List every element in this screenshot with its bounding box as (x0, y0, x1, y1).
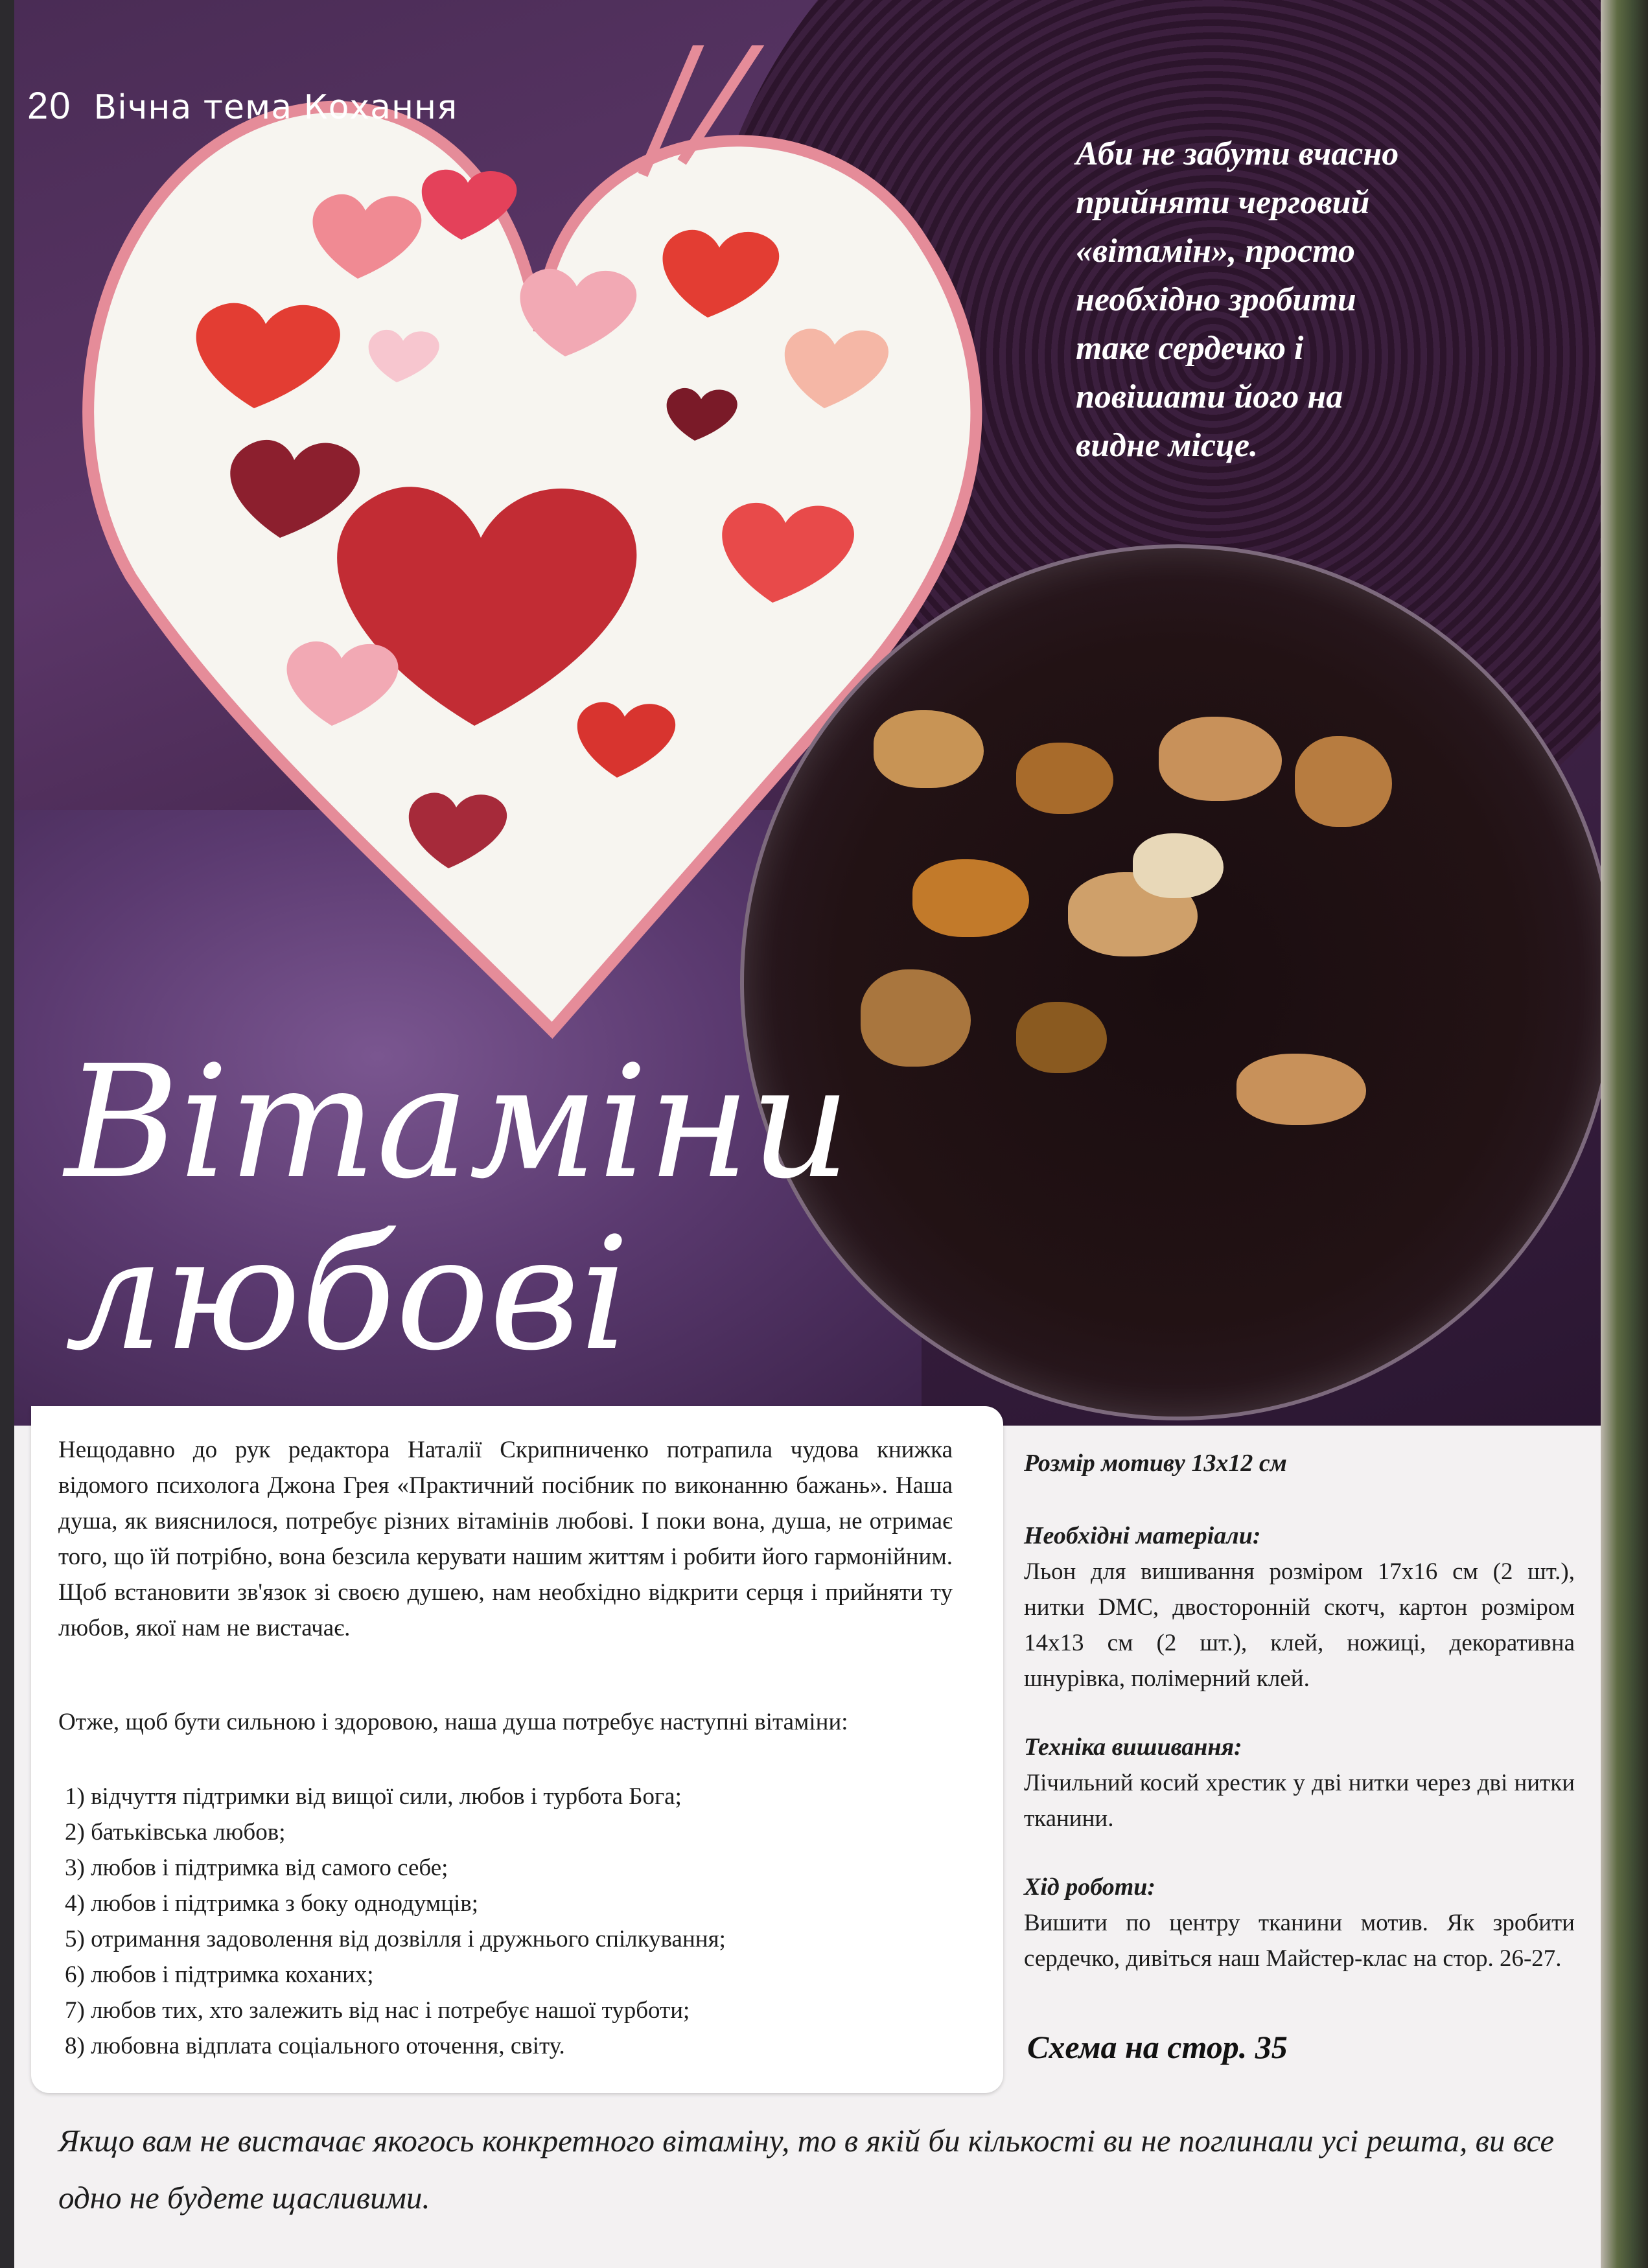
materials-heading: Необхідні матеріали: (1024, 1522, 1261, 1549)
technique-heading: Техніка вишивання: (1024, 1733, 1242, 1761)
title-line-1: Вітаміни (65, 1032, 851, 1213)
motif-size: Розмір мотиву 13х12 см (1024, 1450, 1287, 1477)
process-text: Вишити по центру тканини мотив. Як зробити сердечко, дивіться наш Майстер-клас на стор. 26-27. (1024, 1910, 1575, 1972)
intro-line: видне місце. (1076, 427, 1259, 464)
page-number: 20 (27, 85, 72, 127)
scan-edge-right (1601, 0, 1648, 2268)
bowl-of-nuts (740, 544, 1601, 1420)
scan-edge-left (0, 0, 14, 2268)
footer-quote: Якщо вам не вистачає якогось конкретного вітаміну, то в якій би кількості ви не поглинали усі решта, ви все одно не будете щасливими. (58, 2123, 1555, 2216)
process-heading: Хід роботи: (1024, 1873, 1156, 1901)
list-item: 2) батьківська любов; (65, 1819, 286, 1846)
intro-line: повішати його на (1076, 378, 1343, 415)
intro-line: таке сердечко і (1076, 330, 1304, 367)
list-item: 1) відчуття підтримки від вищої сили, любов і турбота Бога; (65, 1783, 682, 1810)
article-paragraph-2: Отже, щоб бути сильною і здоровою, наша душа потребує наступні вітаміни: (58, 1709, 848, 1735)
vitamins-list (65, 1779, 972, 2064)
intro-line: прийняти черговий (1076, 184, 1370, 221)
intro-line: Аби не забути вчасно (1076, 135, 1399, 172)
intro-line: необхідно зробити (1076, 281, 1356, 318)
intro-line: «вітамін», просто (1076, 233, 1355, 270)
list-item: 3) любов і підтримка від самого себе; (65, 1855, 448, 1881)
list-item: 8) любовна відплата соціального оточення, світу. (65, 2033, 565, 2059)
article-title (65, 1032, 851, 1385)
page-header (27, 84, 458, 130)
scheme-reference: Схема на стор. 35 (1027, 2029, 1288, 2065)
section-title: Вічна тема Кохання (93, 88, 458, 127)
list-item: 4) любов і підтримка з боку однодумців; (65, 1890, 479, 1917)
list-item: 7) любов тих, хто залежить від нас і потребує нашої турботи; (65, 1997, 690, 2024)
title-line-2: любові (65, 1203, 630, 1385)
materials-text: Льон для вишивання розміром 17х16 см (2 шт.), нитки DMC, двосторонній скотч, картон розміром 14х13 см (2 шт.), клей, ножиці, декоративна шнурівка, полімерний клей. (1024, 1558, 1575, 1692)
intro-text (1076, 130, 1529, 470)
list-item: 6) любов і підтримка коханих; (65, 1961, 374, 1988)
technique-text: Лічильний косий хрестик у дві нитки через дві нитки тканини. (1024, 1770, 1575, 1832)
list-item: 5) отримання задоволення від дозвілля і дружнього спілкування; (65, 1926, 726, 1952)
instructions-sidebar (1024, 1445, 1575, 1976)
article-paragraph-1: Нещодавно до рук редактора Наталії Скрипниченко потрапила чудова книжка відомого психолога Джона Грея «Практичний посібник по виконанню бажань». Наша душа, як вияснилося, потребує різних вітамінів любові. І поки вона, душа, не отримає того, що їй потрібно, вона безсила керувати нашим життям і робити його гармонійним. Щоб встановити зв'язок зі своєю душею, нам необхідно відкрити серця і прийняти ту любов, якої нам не вистачає. (58, 1437, 953, 1641)
